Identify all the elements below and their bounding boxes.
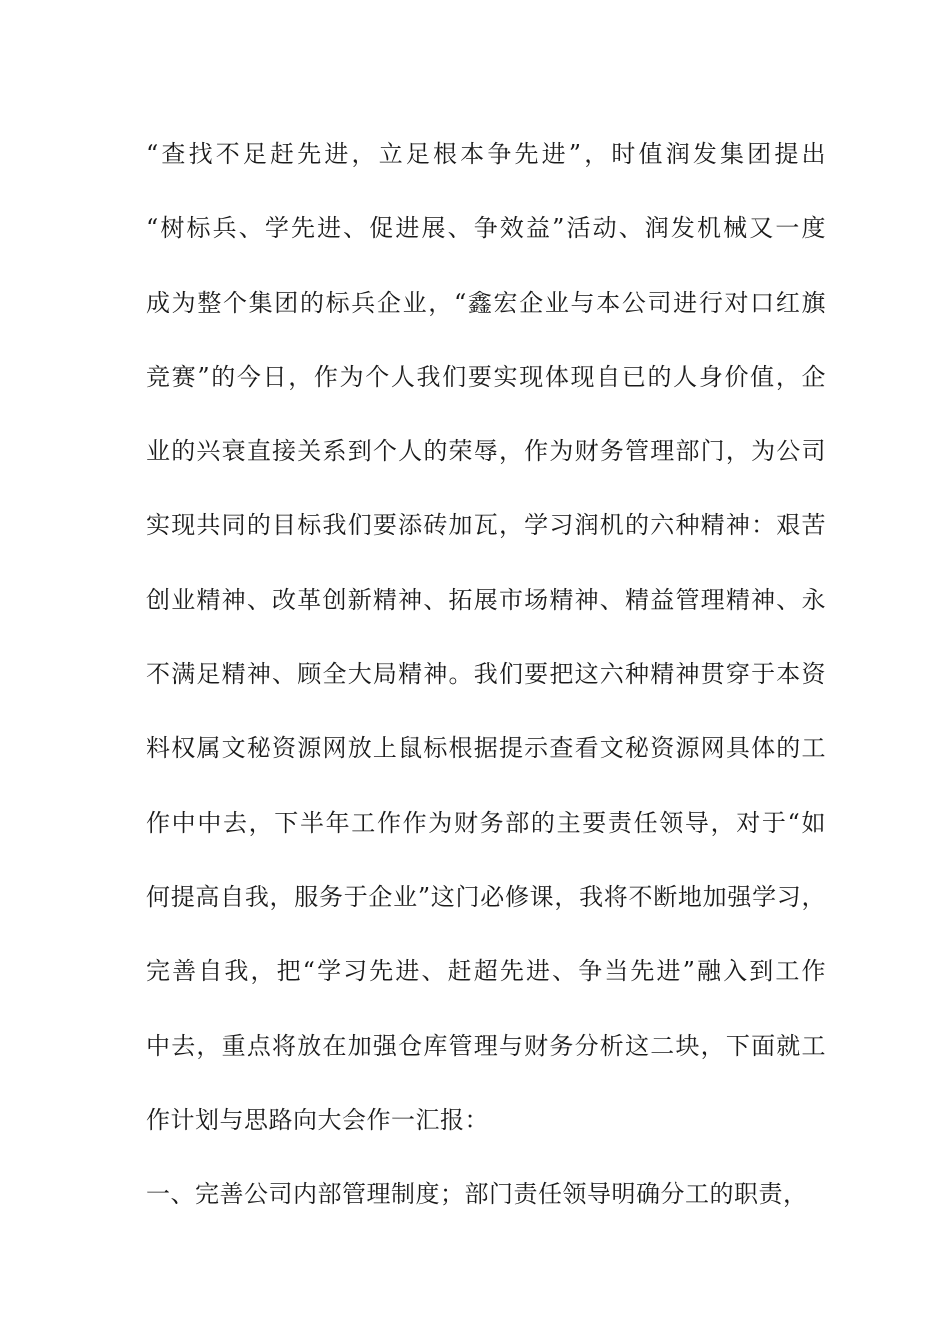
text-line: 竞赛”的今日，作为个人我们要实现体现自已的人身价值，企 [146,362,826,391]
text-line: “查找不足赶先进，立足根本争先进”，时值润发集团提出 [146,140,826,168]
text-line: 料权属文秘资源网放上鼠标根据提示查看文秘资源网具体的工 [146,734,826,763]
body-text [146,134,826,1248]
text-line: 何提高自我，服务于企业”这门必修课，我将不断地加强学习， [146,882,826,911]
text-line: 一、完善公司内部管理制度；部门责任领导明确分工的职责， [146,1180,808,1209]
text-line: 中去，重点将放在加强仓库管理与财务分析这二块，下面就工 [146,1031,826,1060]
text-line: 成为整个集团的标兵企业，“鑫宏企业与本公司进行对口红旗 [146,288,826,317]
text-line: 不满足精神、顾全大局精神。我们要把这六种精神贯穿于本资 [146,660,826,689]
text-line: 作中中去，下半年工作作为财务部的主要责任领导，对于“如 [146,808,826,837]
text-line: 创业精神、改革创新精神、拓展市场精神、精益管理精神、永 [146,585,826,614]
text-line: 完善自我，把“学习先进、赶超先进、争当先进”融入到工作 [146,957,826,986]
text-line: “树标兵、学先进、促进展、争效益”活动、润发机械又一度 [146,214,826,243]
text-line: 作计划与思路向大会作一汇报： [146,1105,489,1134]
text-line: 实现共同的目标我们要添砖加瓦，学习润机的六种精神：艰苦 [146,511,826,540]
text-line: 业的兴衰直接关系到个人的荣辱，作为财务管理部门，为公司 [146,437,826,466]
